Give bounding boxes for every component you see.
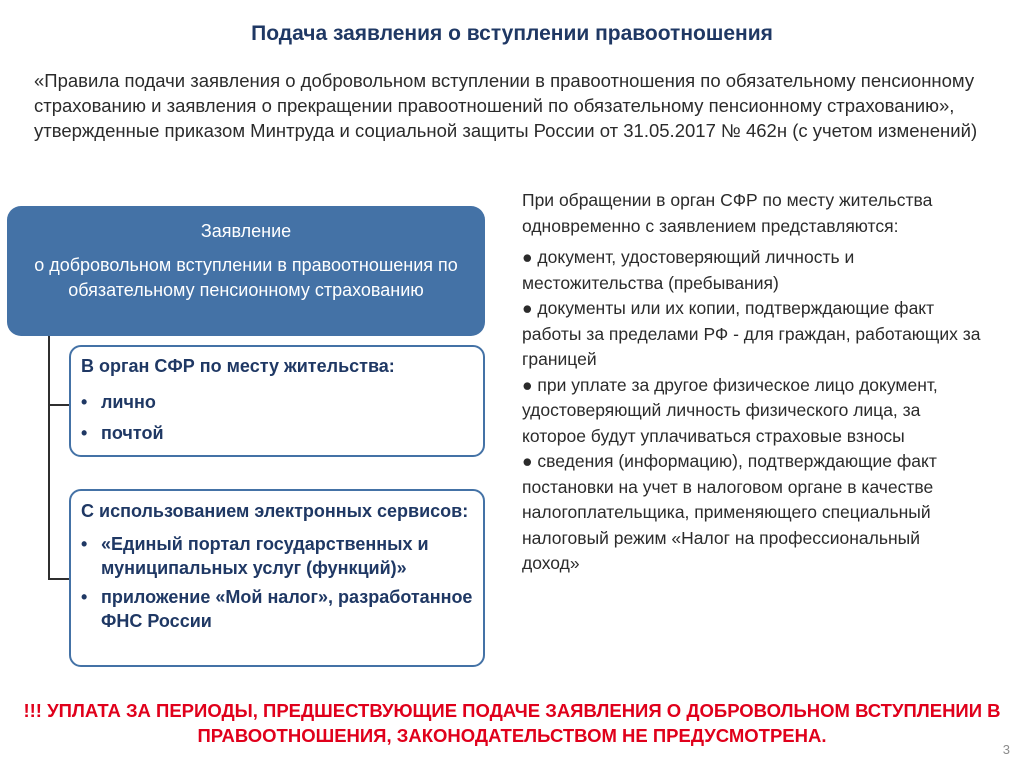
submission-card-in-person (69, 345, 485, 457)
required-documents-column (522, 188, 982, 577)
warning-notice: !!! УПЛАТА ЗА ПЕРИОДЫ, ПРЕДШЕСТВУЮЩИЕ ПОДАЧЕ ЗАЯВЛЕНИЯ О ДОБРОВОЛЬНОМ ВСТУПЛЕНИИ В ПРАВООТНОШЕНИЯ, ЗАКОНОДАТЕЛЬСТВОМ НЕ ПРЕДУСМОТРЕНА. (23, 700, 1001, 746)
application-title: Заявление (200, 221, 292, 241)
tree-connector-branch (48, 578, 70, 580)
list-item (81, 421, 473, 445)
list-item-text: почтой (101, 423, 164, 443)
list-item-text: лично (101, 392, 156, 412)
intro-paragraph: «Правила подачи заявления о добровольном вступлении в правоотношения по обязательному пенсионному страхованию и заявления о прекращении правоотношений по обязательному пенсионному страхованию», утвержденные приказом Минтруда и социальной защиты России от 31.05.2017 № 462н (с учетом изменений) (34, 70, 978, 141)
tree-connector-line (48, 336, 50, 580)
bullet-dot-icon: • (81, 392, 88, 412)
document-item: ● при уплате за другое физическое лицо документ, удостоверяющий личность физического лица, за которое будут уплачиваться страховые взносы (522, 374, 938, 446)
card-list (81, 390, 473, 445)
document-item: ● документ, удостоверяющий личность и местожительства (пребывания) (522, 247, 855, 293)
documents-lead-text: При обращении в орган СФР по месту жительства одновременно с заявлением представляются: (522, 190, 933, 236)
list-item (81, 390, 473, 414)
card-title: С использованием электронных сервисов: (81, 501, 469, 521)
submission-card-electronic (69, 489, 485, 667)
card-list (81, 532, 473, 633)
list-item-text: приложение «Мой налог», разработанное ФНС России (101, 587, 473, 631)
application-header-box (7, 206, 485, 336)
page-number: 3 (1002, 742, 1010, 757)
document-item: ● документы или их копии, подтверждающие факт работы за пределами РФ - для граждан, работающих за границей (522, 298, 981, 369)
list-item (81, 585, 473, 633)
slide-title: Подача заявления о вступлении правоотношения (251, 22, 773, 45)
list-item (81, 532, 473, 580)
tree-connector-branch (48, 404, 70, 406)
document-item: ● сведения (информацию), подтверждающие факт постановки на учет в налоговом органе в качестве налогоплательщика, применяющего специальный налоговый режим «Налог на профессиональный доход» (522, 451, 937, 573)
list-item-text: «Единый портал государственных и муниципальных услуг (функций)» (101, 534, 429, 578)
card-title: В орган СФР по месту жительства: (81, 356, 395, 376)
bullet-dot-icon: • (81, 423, 88, 443)
application-subtitle: о добровольном вступлении в правоотношения по обязательному пенсионному страхованию (34, 255, 458, 300)
bullet-dot-icon: • (81, 534, 88, 554)
bullet-dot-icon: • (81, 587, 88, 607)
